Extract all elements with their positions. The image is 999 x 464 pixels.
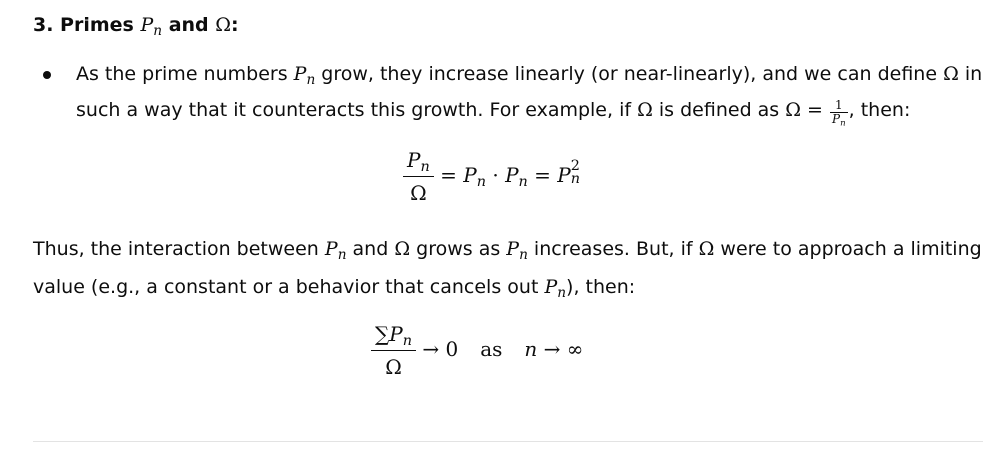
bullet-dot-icon xyxy=(43,71,51,79)
equation-1: $\frac{P_n}{\Omega}$ = $P_n \cdot P_n = P$ 2 n xyxy=(403,148,580,205)
heading-middle: and xyxy=(162,14,216,36)
explanation-paragraph xyxy=(33,230,983,306)
bullet-line-2: such a way that it counteracts this growth. For example, if Ω is defined as Ω = $\frac{1}{P_n}$ , then: xyxy=(76,97,911,128)
bullet-line-1: As the prime numbers $P_n$ grow, they increase linearly (or near-linearly), and we can define Ω in xyxy=(76,63,983,88)
equation-2: $\frac{\sum P_n}{\Omega}$ → 0 as n → ∞ xyxy=(371,322,583,379)
inline-fraction: $\frac{1}{P_n}$ xyxy=(832,97,846,128)
section-divider xyxy=(33,441,983,442)
equation-1-fraction: $\frac{P_n}{\Omega}$ xyxy=(403,148,434,205)
paragraph-line-2: value (e.g., a constant or a behavior that cancels out $P_n$), then: xyxy=(33,276,636,301)
section-heading xyxy=(33,10,239,40)
heading-prefix: 3. Primes xyxy=(33,14,141,36)
heading-p-symbol: $P_n$ xyxy=(140,14,163,39)
heading-omega: Ω xyxy=(215,14,232,36)
bullet-text xyxy=(76,56,981,128)
equation-2-fraction: $\frac{\sum P_n}{\Omega}$ xyxy=(371,322,416,379)
paragraph-line-1: Thus, the interaction between $P_n$ and Ω grows as $P_n$ increases. But, if Ω were to approach a limiting xyxy=(33,238,982,263)
heading-suffix: : xyxy=(231,14,239,36)
